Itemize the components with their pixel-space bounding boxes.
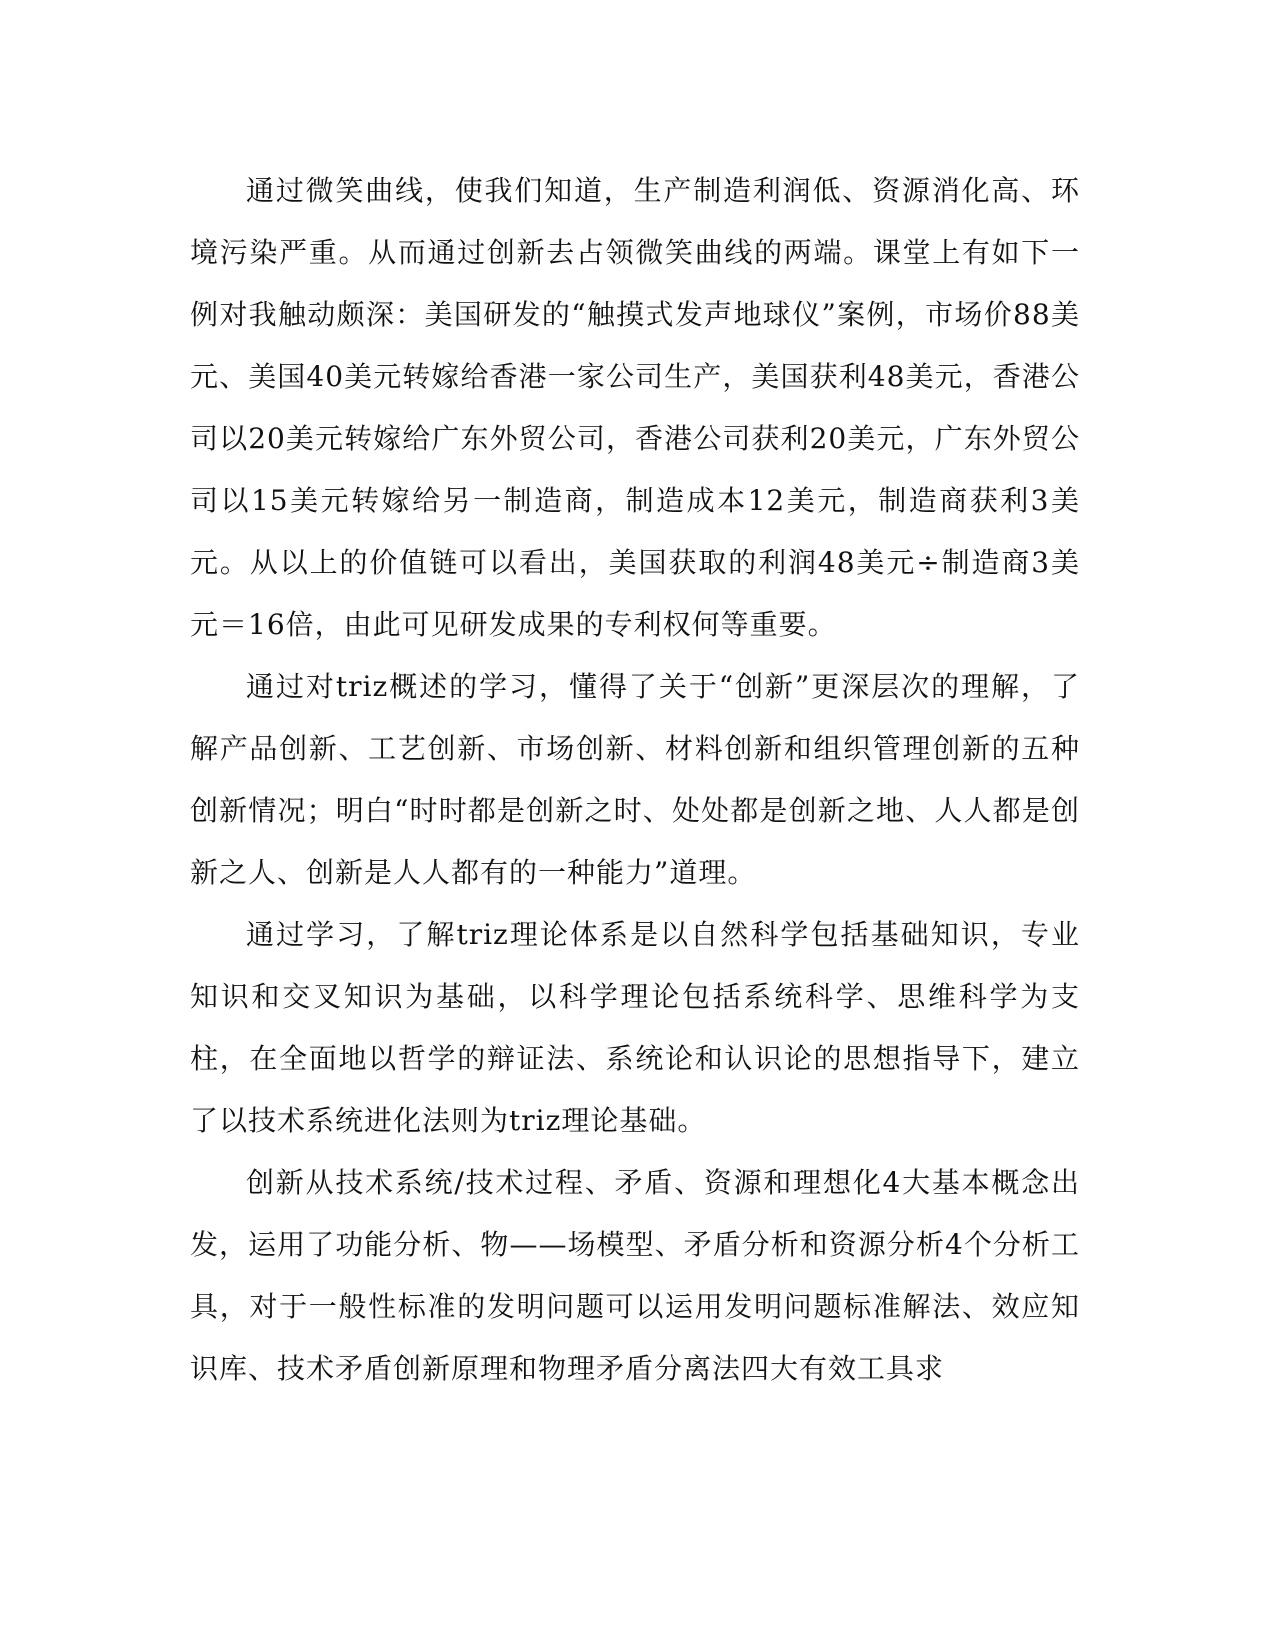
paragraph-triz-theory-system: 通过学习，了解triz理论体系是以自然科学包括基础知识，专业知识和交叉知识为基础，以科学理论包括系统科学、思维科学为支柱，在全面地以哲学的辩证法、系统论和认识论的思想指导下，建立了以技术系统进化法则为triz理论基础。 (190, 918, 1080, 1137)
paragraph-triz-overview: 通过对triz概述的学习，懂得了关于“创新”更深层次的理解，了解产品创新、工艺创新、市场创新、材料创新和组织管理创新的五种创新情况；明白“时时都是创新之时、处处都是创新之地、人人都是创新之人、创新是人人都有的一种能力”道理。 (190, 670, 1080, 889)
paragraph-smile-curve: 通过微笑曲线，使我们知道，生产制造利润低、资源消化高、环境污染严重。从而通过创新去占领微笑曲线的两端。课堂上有如下一例对我触动颇深：美国研发的“触摸式发声地球仪”案例，市场价88美元、美国40美元转嫁给香港一家公司生产，美国获利48美元，香港公司以20美元转嫁给广东外贸公司，香港公司获利20美元，广东外贸公司以15美元转嫁给另一制造商，制造成本12美元，制造商获利3美元。从以上的价值链可以看出，美国获取的利润48美元÷制造商3美元＝16倍，由此可见研发成果的专利权何等重要。 (190, 174, 1080, 641)
paragraph-innovation-concepts: 创新从技术系统/技术过程、矛盾、资源和理想化4大基本概念出发，运用了功能分析、物——场模型、矛盾分析和资源分析4个分析工具，对于一般性标准的发明问题可以运用发明问题标准解法、效应知识库、技术矛盾创新原理和物理矛盾分离法四大有效工具求 (190, 1166, 1080, 1385)
document-body (190, 160, 1080, 1400)
